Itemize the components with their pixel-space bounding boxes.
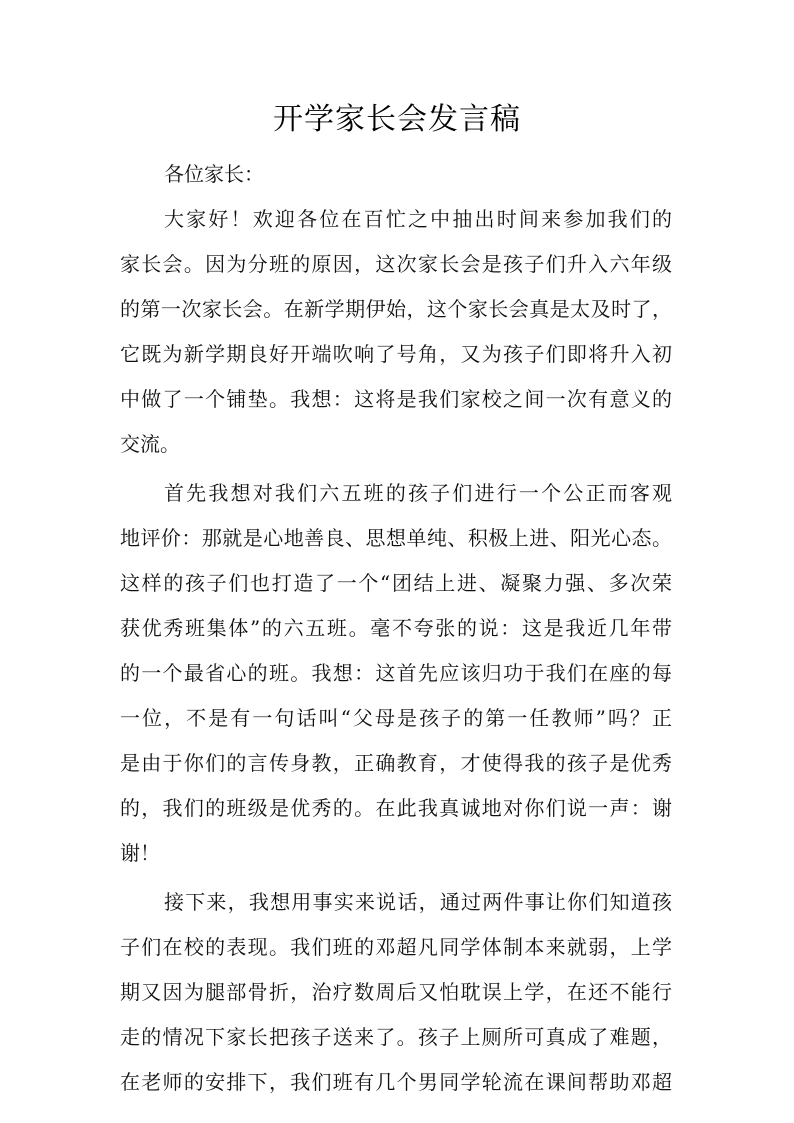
- paragraph-line: 的一个最省心的班。我想：这首先应该归功于我们在座的每: [120, 661, 672, 685]
- paragraph-line: 子们在校的表现。我们班的邓超凡同学体制本来就弱，上学: [120, 935, 672, 959]
- paragraph-2: [120, 471, 672, 876]
- paragraph-line: 交流。: [120, 432, 180, 456]
- paragraph-line: 接下来，我想用事实来说话，通过两件事让你们知道孩: [164, 890, 672, 914]
- paragraph-line: 地评价：那就是心地善良、思想单纯、积极上进、阳光心态。: [120, 526, 672, 550]
- paragraph-line: 家长会。因为分班的原因，这次家长会是孩子们升入六年级: [120, 252, 672, 276]
- salutation: 各位家长：: [164, 162, 264, 186]
- paragraph-3: [120, 880, 672, 1105]
- paragraph-1: [120, 197, 672, 467]
- paragraph-line: 期又因为腿部骨折，治疗数周后又怕耽误上学，在还不能行: [120, 980, 672, 1004]
- paragraph-line: 一位，不是有一句话叫“父母是孩子的第一任教师”吗？正: [120, 706, 672, 730]
- paragraph-line: 是由于你们的言传身教，正确教育，才使得我的孩子是优秀: [120, 751, 672, 775]
- paragraph-line: 的，我们的班级是优秀的。在此我真诚地对你们说一声：谢: [120, 796, 672, 820]
- paragraph-line: 走的情况下家长把孩子送来了。孩子上厕所可真成了难题，: [120, 1025, 672, 1049]
- paragraph-line: 谢！: [120, 841, 160, 865]
- paragraph-line: 首先我想对我们六五班的孩子们进行一个公正而客观: [164, 481, 672, 505]
- paragraph-line: 的第一次家长会。在新学期伊始，这个家长会真是太及时了，: [120, 297, 672, 321]
- paragraph-line: 这样的孩子们也打造了一个“团结上进、凝聚力强、多次荣: [120, 571, 672, 595]
- paragraph-line: 获优秀班集体”的六五班。毫不夸张的说：这是我近几年带: [120, 616, 672, 640]
- paragraph-line: 大家好！欢迎各位在百忙之中抽出时间来参加我们的: [164, 207, 672, 231]
- paragraph-line: 中做了一个铺垫。我想：这将是我们家校之间一次有意义的: [120, 387, 672, 411]
- paragraph-line: 在老师的安排下，我们班有几个男同学轮流在课间帮助邓超: [120, 1070, 672, 1094]
- paragraph-line: 它既为新学期良好开端吹响了号角，又为孩子们即将升入初: [120, 342, 672, 366]
- document-body: [120, 152, 672, 1105]
- page-title: 开学家长会发言稿: [273, 102, 521, 137]
